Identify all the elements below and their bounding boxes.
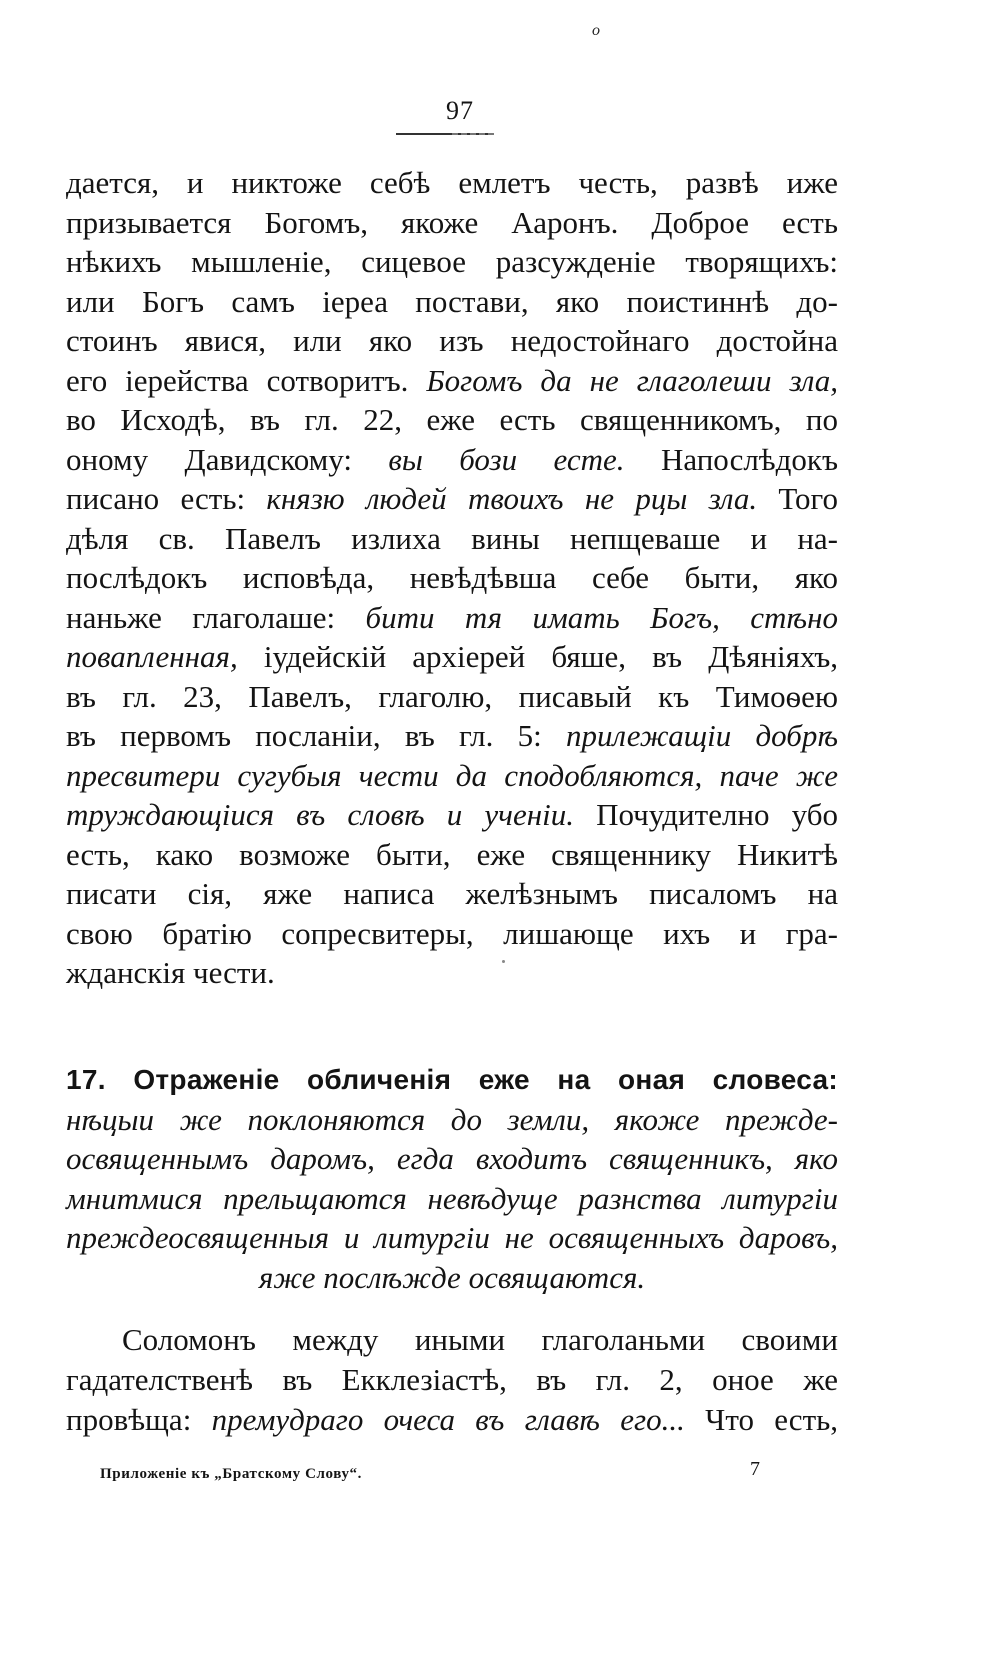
text-run: Того — [757, 481, 838, 516]
text-line: жданскія чести. — [66, 955, 275, 990]
text-run: Что есть, — [684, 1402, 839, 1437]
footer-title: Приложеніе къ „Братскому Слову“. — [100, 1466, 363, 1482]
text-run: Напослѣдокъ — [624, 441, 838, 477]
text-line: Соломонъ между иными глаголаньми своими — [122, 1322, 838, 1357]
text-line: во Исходѣ, въ гл. 22, еже есть священникомъ, по — [66, 402, 838, 437]
text-line — [66, 598, 838, 638]
print-speck — [502, 960, 505, 963]
heading-quote-line: нѣцыи же поклоняются до земли, якоже прежде- — [66, 1101, 838, 1137]
text-line: дается, и никтоже себѣ емлетъ честь, развѣ иже — [66, 165, 838, 200]
italic-quote: премудрагo очеса въ главѣ его... — [211, 1402, 685, 1437]
paragraph-2 — [66, 1320, 838, 1440]
text-line: призывается Богомъ, якоже Ааронъ. Доброе есть — [66, 204, 838, 240]
heading-title-line — [66, 1060, 838, 1100]
text-run: писано есть: — [66, 481, 267, 516]
italic-quote: князю людей твоихъ не рцы зла. — [266, 481, 758, 516]
page-number-rule — [396, 133, 494, 135]
italic-quote: Богомъ да не глаголеши зла, — [426, 362, 838, 398]
italic-quote: вы бози есте. — [388, 441, 625, 477]
section-heading — [66, 1060, 838, 1297]
text-run: наньже глаголаше: — [66, 599, 366, 635]
text-line: пресвитери сугубыя чести да сподобляются, паче же — [66, 757, 838, 793]
text-line: свою братію сопресвитеры, лишающе ихъ и гра- — [66, 915, 838, 951]
text-run: въ первомъ посланіи, въ гл. 5: — [66, 718, 566, 753]
heading-quote-line: преждеосвященныя и литургіи не освященныхъ даровъ, — [66, 1220, 838, 1255]
heading-quote-line: яже послѣжде освящаются. — [258, 1259, 646, 1295]
italic-quote: труждающіися въ словѣ и ученіи. — [66, 797, 574, 832]
text-line — [66, 795, 838, 835]
text-line: нѣкихъ мышленіе, сицевое разсужденіе творящихъ: — [66, 244, 838, 279]
text-line — [66, 716, 838, 756]
text-run: іудейскій архіерей бяше, въ Дѣяніяхъ, — [237, 639, 838, 674]
heading-quote-line: освященнымъ даромъ, егда входитъ священникъ, яко — [66, 1141, 838, 1176]
page-number: 97 — [446, 96, 474, 125]
heading-quote-line: мнитмися прельщаются невѣдуще разнства литургіи — [66, 1180, 838, 1216]
text-line: дѣля св. Павелъ излиха вины непщеваше и на- — [66, 520, 838, 556]
paragraph-1 — [66, 163, 838, 993]
italic-quote: бити тя имать Богъ, стѣно — [365, 599, 838, 635]
italic-quote: повапленная, — [66, 639, 238, 674]
text-run: его іерейства сотворитъ. — [66, 362, 427, 398]
text-line — [66, 479, 838, 519]
section-title: Отраженіе обличенія еже на оная словеса: — [133, 1064, 838, 1095]
text-line: есть, како возможе быти, еже священнику Никитѣ — [66, 836, 838, 872]
signature-mark: 7 — [750, 1458, 760, 1480]
text-line — [66, 361, 838, 401]
text-line: гадателственѣ въ Екклезіастѣ, въ гл. 2, оное же — [66, 1362, 838, 1397]
text-line: послѣдокъ исповѣда, невѣдѣвша себе быти, яко — [66, 560, 838, 595]
text-line — [66, 1400, 838, 1440]
italic-quote: прилежащіи добрѣ — [565, 718, 838, 753]
text-line — [66, 440, 838, 480]
text-run: Почудително убо — [573, 797, 838, 832]
text-line: стоинъ явися, или яко изъ недостойнаго достойна — [66, 323, 838, 358]
text-line: писати сія, яже написа желѣзнымъ писаломъ на — [66, 876, 838, 911]
text-line: или Богъ самъ іереа постави, яко поистиннѣ до- — [66, 283, 838, 319]
section-number: 17. — [66, 1064, 106, 1095]
text-line: въ гл. 23, Павелъ, глаголю, писавый къ Тимоѳею — [66, 678, 838, 714]
text-run: провѣща: — [66, 1402, 212, 1437]
text-line — [66, 637, 838, 677]
page-speck: о — [592, 22, 600, 39]
text-run: оному Давидскому: — [66, 441, 389, 477]
